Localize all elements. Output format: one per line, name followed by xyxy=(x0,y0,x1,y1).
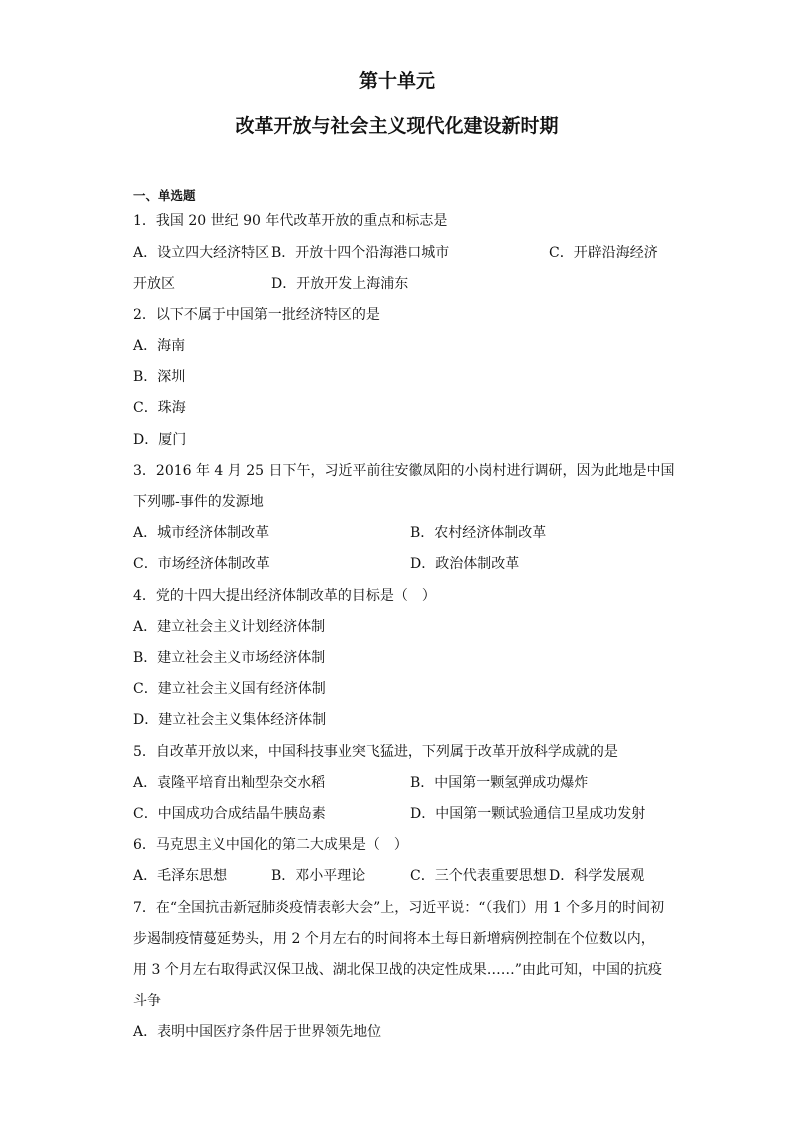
option-a: A．袁隆平培育出籼型杂交水稻 xyxy=(133,775,326,791)
option-c: C．珠海 xyxy=(133,400,186,416)
unit-title: 第十单元 xyxy=(358,70,435,92)
option-d: D．厦门 xyxy=(133,432,187,448)
question-stem: 2．以下不属于中国第一批经济特区的是 xyxy=(133,307,380,323)
question-stem-continued: 用 3 个月左右取得武汉保卫战、湖北保卫战的决定性成果……”由此可知，中国的抗疫 xyxy=(133,962,662,978)
question-stem: 6．马克思主义中国化的第二大成果是（ ） xyxy=(133,837,408,853)
option-b: B．邓小平理论 xyxy=(271,868,366,884)
option-b: B．农村经济体制改革 xyxy=(410,525,547,541)
option-d: D．中国第一颗试验通信卫星成功发射 xyxy=(410,806,646,822)
option-b: B．深圳 xyxy=(133,369,186,385)
option-c: C．开辟沿海经济 xyxy=(549,245,658,261)
option-a: A．毛泽东思想 xyxy=(133,868,228,884)
option-a: A．建立社会主义计划经济体制 xyxy=(133,619,326,635)
section-heading: 一、单选题 xyxy=(133,188,196,203)
question-stem: 1．我国 20 世纪 90 年代改革开放的重点和标志是 xyxy=(133,213,448,229)
option-c-continued: 开放区 xyxy=(133,276,175,292)
option-d: D．建立社会主义集体经济体制 xyxy=(133,712,327,728)
question-stem: 3．2016 年 4 月 25 日下午，习近平前往安徽凤阳的小岗村进行调研，因为此地是中国 xyxy=(133,463,675,479)
option-b: B．开放十四个沿海港口城市 xyxy=(271,245,450,261)
option-d: D．政治体制改革 xyxy=(410,556,520,572)
question-stem-continued: 步遏制疫情蔓延势头，用 2 个月左右的时间将本土每日新增病例控制在个位数以内， xyxy=(133,931,655,947)
option-c: C．三个代表重要思想 xyxy=(410,868,547,884)
option-c: C．市场经济体制改革 xyxy=(133,556,270,572)
option-a: A．海南 xyxy=(133,338,186,354)
option-a: A．表明中国医疗条件居于世界领先地位 xyxy=(133,1024,382,1040)
option-b: B．建立社会主义市场经济体制 xyxy=(133,650,326,666)
question-stem-continued: 下列哪-事件的发源地 xyxy=(133,494,264,510)
option-d: D．科学发展观 xyxy=(549,868,645,884)
question-stem-continued: 斗争 xyxy=(133,993,161,1009)
option-c: C．建立社会主义国有经济体制 xyxy=(133,681,326,697)
option-a: A．城市经济体制改革 xyxy=(133,525,270,541)
question-stem: 5．自改革开放以来，中国科技事业突飞猛进，下列属于改革开放科学成就的是 xyxy=(133,744,618,760)
option-d: D．开放开发上海浦东 xyxy=(271,276,409,292)
option-a: A．设立四大经济特区 xyxy=(133,245,270,261)
question-stem: 4．党的十四大提出经济体制改革的目标是（ ） xyxy=(133,588,436,604)
option-c: C．中国成功合成结晶牛胰岛素 xyxy=(133,806,326,822)
option-b: B．中国第一颗氢弹成功爆炸 xyxy=(410,775,589,791)
question-stem: 7．在“全国抗击新冠肺炎疫情表彰大会”上，习近平说：“（我们）用 1 个多月的时间初 xyxy=(133,900,665,916)
unit-subtitle: 改革开放与社会主义现代化建设新时期 xyxy=(235,115,559,137)
